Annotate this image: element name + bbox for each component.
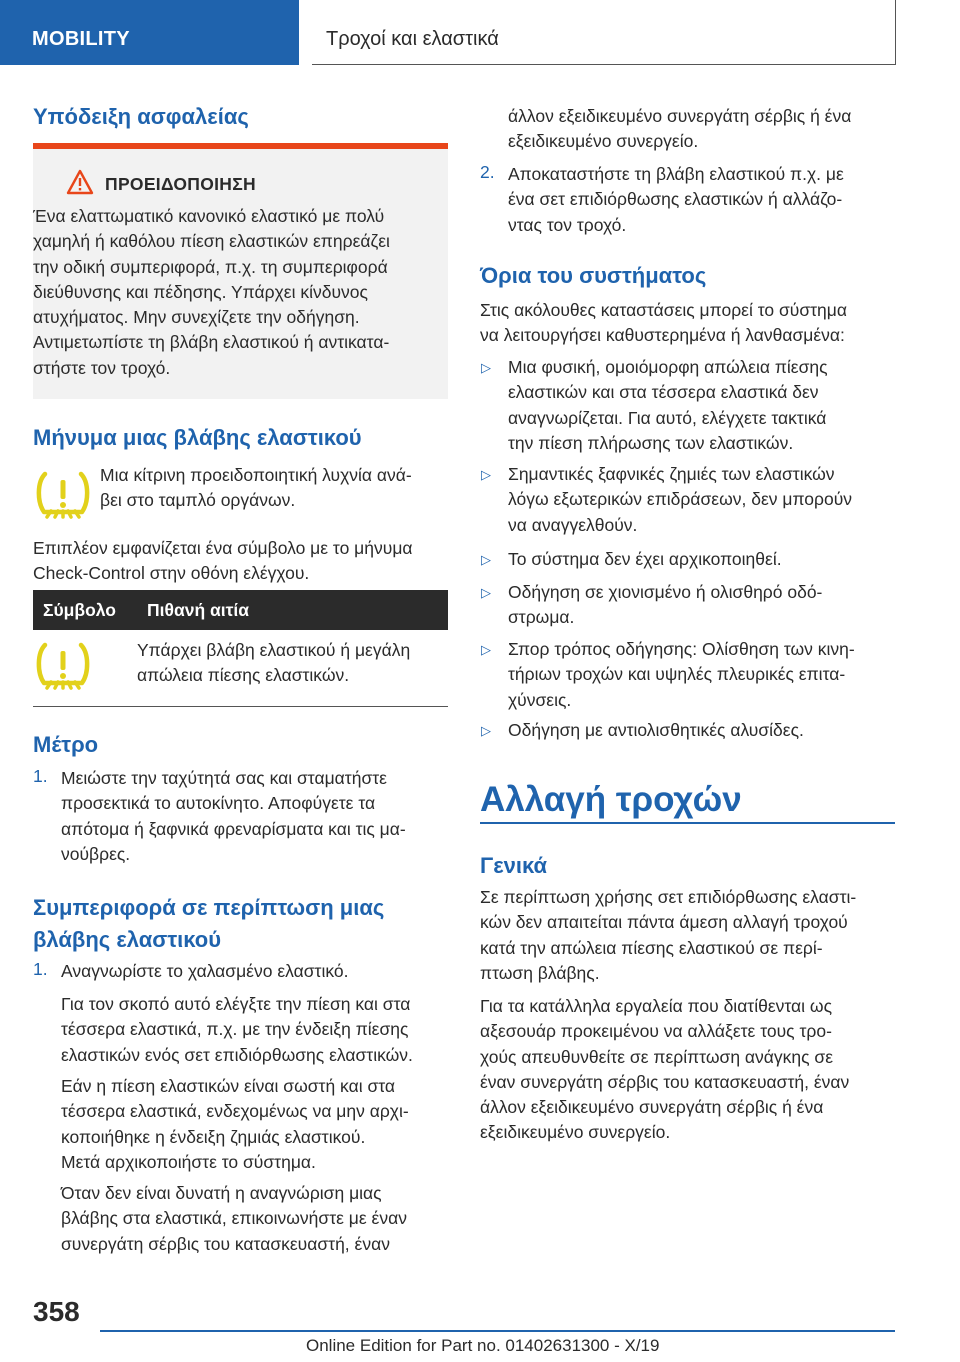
bullet-marker-icon: ▷	[481, 723, 491, 738]
warning-line: διεύθυνσης και πέδησης. Υπάρχει κίνδυνος	[33, 281, 368, 302]
behaviour-line: Όταν δεν είναι δυνατή η αναγνώριση μιας	[61, 1183, 382, 1203]
limits-intro	[480, 298, 900, 349]
behaviour-line: ελαστικών ενός σετ επιδιόρθωσης ελαστικών.	[61, 1044, 413, 1065]
bullet-line: αναγνωρίζεται. Για αυτό, ελέγχετε τακτικά	[508, 407, 827, 428]
continued-text	[508, 104, 900, 155]
bullet-marker-icon: ▷	[481, 467, 491, 482]
general-paragraph-1	[480, 885, 900, 986]
measure-line: προσεκτικά το αυτοκίνητο. Αποφύγετε τα	[61, 793, 376, 814]
lamp-text	[100, 463, 448, 514]
behaviour-line: βλάβης στα ελαστικά, επικοινωνήστε με έναν	[61, 1208, 407, 1229]
table-header	[33, 590, 448, 630]
bullet-marker-icon: ▷	[481, 585, 491, 600]
general-line: άλλον εξειδικευμένο συνεργάτη σέρβις ή ένα	[480, 1097, 824, 1118]
measure-line: Μειώστε την ταχύτητά σας και σταματήστε	[61, 768, 387, 788]
behaviour-first: Αναγνωρίστε το χαλασμένο ελαστικό.	[61, 961, 349, 981]
bullet-item	[508, 580, 900, 631]
bullet-line: στρωμα.	[508, 607, 575, 628]
behaviour-heading	[33, 892, 384, 956]
continued-line: άλλον εξειδικευμένο συνεργάτη σέρβις ή ένα	[508, 106, 852, 126]
warning-line: ατυχήματος. Μην συνεχίζετε την οδήγηση.	[33, 307, 360, 328]
limits-heading: Όρια του συστήματος	[480, 263, 707, 288]
general-line: κών δεν απαιτείται πάντα άμεση αλλαγή τροχού	[480, 912, 848, 933]
warning-line: στήστε τον τροχό.	[33, 357, 171, 378]
table-col-cause: Πιθανή αιτία	[147, 600, 250, 620]
tyre-pressure-warning-icon	[31, 462, 95, 526]
change-wheels-heading: Αλλαγή τροχών	[480, 780, 742, 819]
footer-edition: Online Edition for Part no. 01402631300 - X/19	[306, 1336, 660, 1355]
bullet-item	[508, 462, 900, 538]
warning-text	[33, 204, 443, 381]
general-heading: Γενικά	[480, 853, 548, 878]
table-col-symbol: Σύμβολο	[43, 600, 116, 620]
section-tab	[0, 0, 299, 65]
bullet-item	[508, 547, 900, 572]
extra-line: Check-Control στην οθόνη ελέγχου.	[33, 563, 310, 584]
step-2-number: 2.	[480, 162, 495, 182]
chapter-tab	[312, 0, 896, 65]
behaviour-heading-line: βλάβης ελαστικού	[33, 927, 222, 952]
message-heading: Μήνυμα μιας βλάβης ελαστικού	[33, 425, 362, 450]
cause-line: Υπάρχει βλάβη ελαστικού ή μεγάλη	[137, 640, 411, 660]
bullet-line: Το σύστημα δεν έχει αρχικοποιηθεί.	[508, 549, 782, 569]
general-line: εξειδικευμένο συνεργείο.	[480, 1122, 671, 1143]
cause-line: απώλεια πίεσης ελαστικών.	[137, 665, 350, 686]
bullet-line: να αναγγελθούν.	[508, 514, 638, 535]
bullet-line: Μια φυσική, ομοιόμορφη απώλεια πίεσης	[508, 357, 828, 377]
step-2-line: ένα σετ επιδιόρθωσης ελαστικών ή αλλάζο-	[508, 189, 843, 210]
general-line: κατά την απώλεια πίεσης ελαστικού σε περί-	[480, 937, 823, 958]
lamp-line: Μια κίτρινη προειδοποιητική λυχνία ανά-	[100, 465, 412, 485]
measure-step-number: 1.	[33, 766, 48, 786]
warning-title: ΠΡΟΕΙΔΟΠΟΙΗΣΗ	[105, 174, 256, 194]
table-divider	[33, 706, 448, 707]
general-line: πτωση βλάβης.	[480, 962, 600, 983]
general-line: αξεσουάρ προκειμένου να αλλάξετε τους τρο-	[480, 1021, 832, 1042]
behaviour-paragraph-3	[61, 1181, 453, 1257]
measure-line: νούβρες.	[61, 843, 131, 864]
warning-line: την οδική συμπεριφορά, π.χ. τη συμπεριφορά	[33, 256, 388, 277]
step-2-line: Αποκαταστήστε τη βλάβη ελαστικού π.χ. με	[508, 164, 844, 184]
limits-intro-line: Στις ακόλουθες καταστάσεις μπορεί το σύστημα	[480, 300, 847, 320]
bullet-item	[508, 718, 900, 743]
bullet-marker-icon: ▷	[481, 360, 491, 375]
behaviour-line: τέσσερα ελαστικά, π.χ. με την ένδειξη πίεσης	[61, 1019, 409, 1040]
page-number: 358	[33, 1296, 80, 1327]
warning-triangle-icon	[66, 169, 94, 195]
extra-text	[33, 536, 453, 587]
warning-box	[33, 143, 448, 399]
bullet-marker-icon: ▷	[481, 642, 491, 657]
bullet-line: χύνσεις.	[508, 689, 572, 710]
bullet-line: Σπορ τρόπος οδήγησης: Ολίσθηση των κινη-	[508, 639, 855, 659]
behaviour-step-number: 1.	[33, 959, 48, 979]
chapter-title: Τροχοί και ελαστικά	[326, 28, 499, 50]
general-line: χούς απευθυνθείτε σε περίπτωση ανάγκης σε	[480, 1046, 834, 1067]
step-2-text	[508, 162, 900, 238]
measure-heading: Μέτρο	[33, 732, 99, 757]
bullet-line: Σημαντικές ξαφνικές ζημιές των ελαστικών	[508, 464, 835, 484]
bullet-item	[508, 355, 900, 456]
behaviour-line: Εάν η πίεση ελαστικών είναι σωστή και στα	[61, 1076, 396, 1096]
general-line: Σε περίπτωση χρήσης σετ επιδιόρθωσης ελαστι-	[480, 887, 857, 907]
behaviour-line: Μετά αρχικοποιήστε το σύστημα.	[61, 1151, 316, 1172]
measure-text	[61, 766, 453, 867]
general-line: Για τα κατάλληλα εργαλεία που διατίθενται ως	[480, 996, 833, 1016]
safety-heading: Υπόδειξη ασφαλείας	[33, 104, 249, 129]
general-line: έναν συνεργάτη σέρβις του κατασκευαστή, έναν	[480, 1071, 850, 1092]
continued-line: εξειδικευμένο συνεργείο.	[508, 131, 699, 152]
bullet-marker-icon: ▷	[481, 552, 491, 567]
behaviour-line: Για τον σκοπό αυτό ελέγξτε την πίεση και στα	[61, 994, 411, 1014]
behaviour-line: συνεργάτη σέρβις του κατασκευαστή, έναν	[61, 1233, 390, 1254]
general-paragraph-2	[480, 994, 900, 1146]
behaviour-paragraph-1	[61, 992, 453, 1068]
table-cause-text	[137, 638, 448, 689]
bullet-line: Οδήγηση σε χιονισμένο ή ολισθηρό οδό-	[508, 582, 823, 602]
step-2-line: ντας τον τροχό.	[508, 214, 627, 235]
extra-line: Επιπλέον εμφανίζεται ένα σύμβολο με το μήνυμα	[33, 538, 413, 558]
section-title: MOBILITY	[32, 28, 130, 50]
behaviour-heading-line: Συμπεριφορά σε περίπτωση μιας	[33, 895, 385, 920]
behaviour-paragraph-2	[61, 1074, 453, 1175]
bullet-item	[508, 637, 900, 713]
lamp-line: βει στο ταμπλό οργάνων.	[100, 490, 296, 511]
section-rule	[480, 822, 895, 824]
tyre-pressure-symbol-icon	[31, 633, 95, 697]
footer-rule	[100, 1330, 895, 1332]
bullet-line: Οδήγηση με αντιολισθητικές αλυσίδες.	[508, 720, 804, 740]
warning-line: χαμηλή ή καθόλου πίεση ελαστικών επηρεάζει	[33, 231, 390, 252]
bullet-line: την πίεση πλήρωσης των ελαστικών.	[508, 432, 794, 453]
limits-intro-line: να λειτουργήσει καθυστερημένα ή λανθασμένα:	[480, 325, 845, 346]
bullet-line: τήριων τροχών και υψηλές πλευρικές επιτα-	[508, 664, 846, 685]
behaviour-line: τέσσερα ελαστικά, ενδεχομένως να μην αρχι-	[61, 1101, 409, 1122]
bullet-line: λόγω εξωτερικών επιδράσεων, δεν μπορούν	[508, 489, 853, 510]
warning-line: Ένα ελαττωματικό κανονικό ελαστικό με πολύ	[33, 206, 385, 226]
warning-line: Αντιμετωπίστε τη βλάβη ελαστικού ή αντικατα-	[33, 332, 390, 353]
behaviour-line: κοποιήθηκε η ένδειξη ζημιάς ελαστικού.	[61, 1126, 366, 1147]
bullet-line: ελαστικών και στα τέσσερα ελαστικά δεν	[508, 382, 819, 403]
measure-line: απότομα ή ξαφνικά φρεναρίσματα και τις μα-	[61, 818, 406, 839]
